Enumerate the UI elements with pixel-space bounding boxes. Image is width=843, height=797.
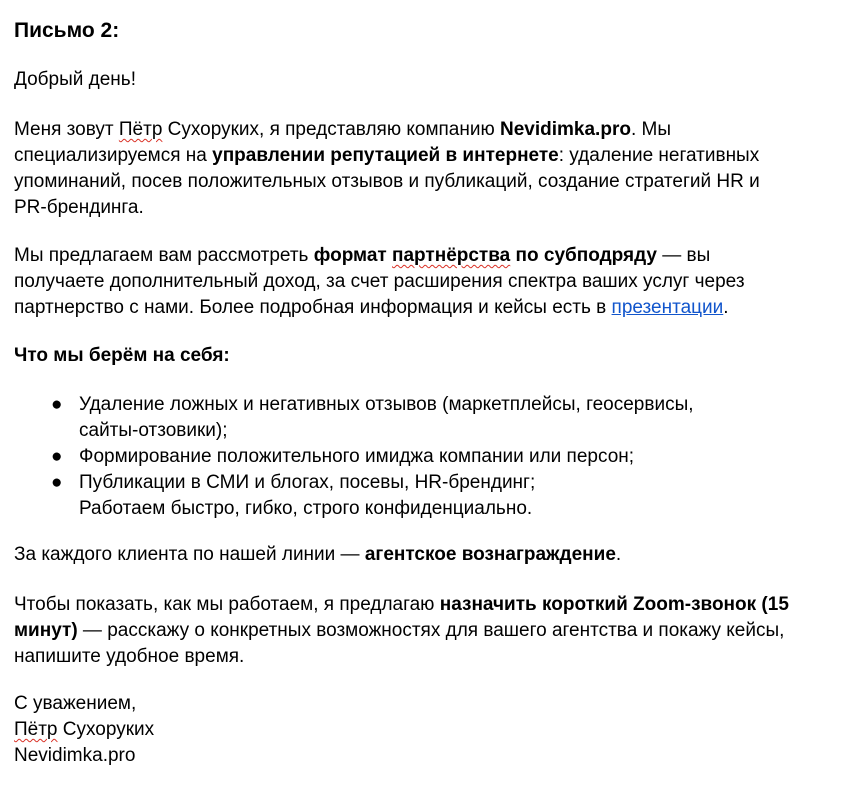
bullet-icon: ● [51,472,63,493]
zoom-call-bold-cont: минут) [14,620,78,641]
signature-closing: С уважением, [14,693,137,714]
commission-text: . [615,544,622,565]
list-item [14,444,836,470]
offer-text: . [723,297,729,318]
intro-text: : удаление негативных [558,145,760,166]
zoom-call-bold: назначить короткий Zoom-звонок (15 [439,594,789,615]
offer-text: партнерство с нами. Более подробная информация и кейсы есть в [14,297,612,318]
partnership-word-bold: партнёрства [392,245,511,266]
partnership-format-bold: формат [313,245,393,266]
commission-paragraph [14,542,836,568]
offer-line-3 [14,295,836,321]
intro-text: . Мы [630,119,671,140]
list-item-text: Работаем быстро, гибко, строго конфиденциально. [79,498,533,519]
letter-heading: Письмо 2: [14,19,120,42]
cta-text: Чтобы показать, как мы работаем, я предлагаю [14,594,440,615]
intro-line-2 [14,143,836,169]
intro-paragraph [14,117,836,221]
list-item-text: сайты-отзовики); [79,420,228,441]
signature-name [14,717,836,743]
signature-block [14,691,836,769]
signature-first-name: Пётр [14,719,58,740]
offer-line-1 [14,243,836,269]
list-item-text: Публикации в СМИ и блогах, посевы, HR-брендинг; [79,472,536,493]
bullet-icon: ● [51,394,63,415]
intro-line-1 [14,117,836,143]
intro-text: Сухоруких, я представляю компанию [162,119,501,140]
intro-text: специализируемся на [14,145,213,166]
bullet-icon: ● [51,446,63,467]
intro-line-3: упоминаний, посев положительных отзывов и публикаций, создание стратегий HR и [14,171,760,192]
intro-text: Меня зовут [14,119,119,140]
services-subheading: Что мы берём на себя: [14,345,230,366]
list-item [14,470,836,522]
cta-line-2 [14,618,836,644]
signature-company: Nevidimka.pro [14,745,136,766]
offer-line-2: получаете дополнительный доход, за счет расширения спектра ваших услуг через [14,271,745,292]
offer-text: Мы предлагаем вам рассмотреть [14,245,314,266]
list-item-text: Формирование положительного имиджа компании или персон; [79,446,635,467]
greeting: Добрый день! [14,69,136,90]
agency-fee-bold: агентское вознаграждение [364,544,616,565]
company-name: Nevidimka.pro [500,119,631,140]
offer-paragraph [14,243,836,321]
intro-line-4: PR-брендинга. [14,197,144,218]
offer-text: — вы [656,245,711,266]
cta-line-1 [14,592,836,618]
cta-text: — расскажу о конкретных возможностях для вашего агентства и покажу кейсы, [77,620,785,641]
commission-text: За каждого клиента по нашей линии — [14,544,365,565]
list-item [14,392,836,444]
reputation-management-bold: управлении репутацией в интернете [212,145,559,166]
call-to-action-paragraph [14,592,836,670]
signature-last-name: Сухоруких [57,719,155,740]
presentation-link[interactable]: презентации [611,297,724,318]
sender-first-name: Пётр [118,119,163,140]
subcontract-bold: по субподряду [510,245,657,266]
list-item-text: Удаление ложных и негативных отзывов (маркетплейсы, геосервисы, [79,394,694,415]
cta-line-3: напишите удобное время. [14,646,245,667]
services-list [14,392,836,522]
